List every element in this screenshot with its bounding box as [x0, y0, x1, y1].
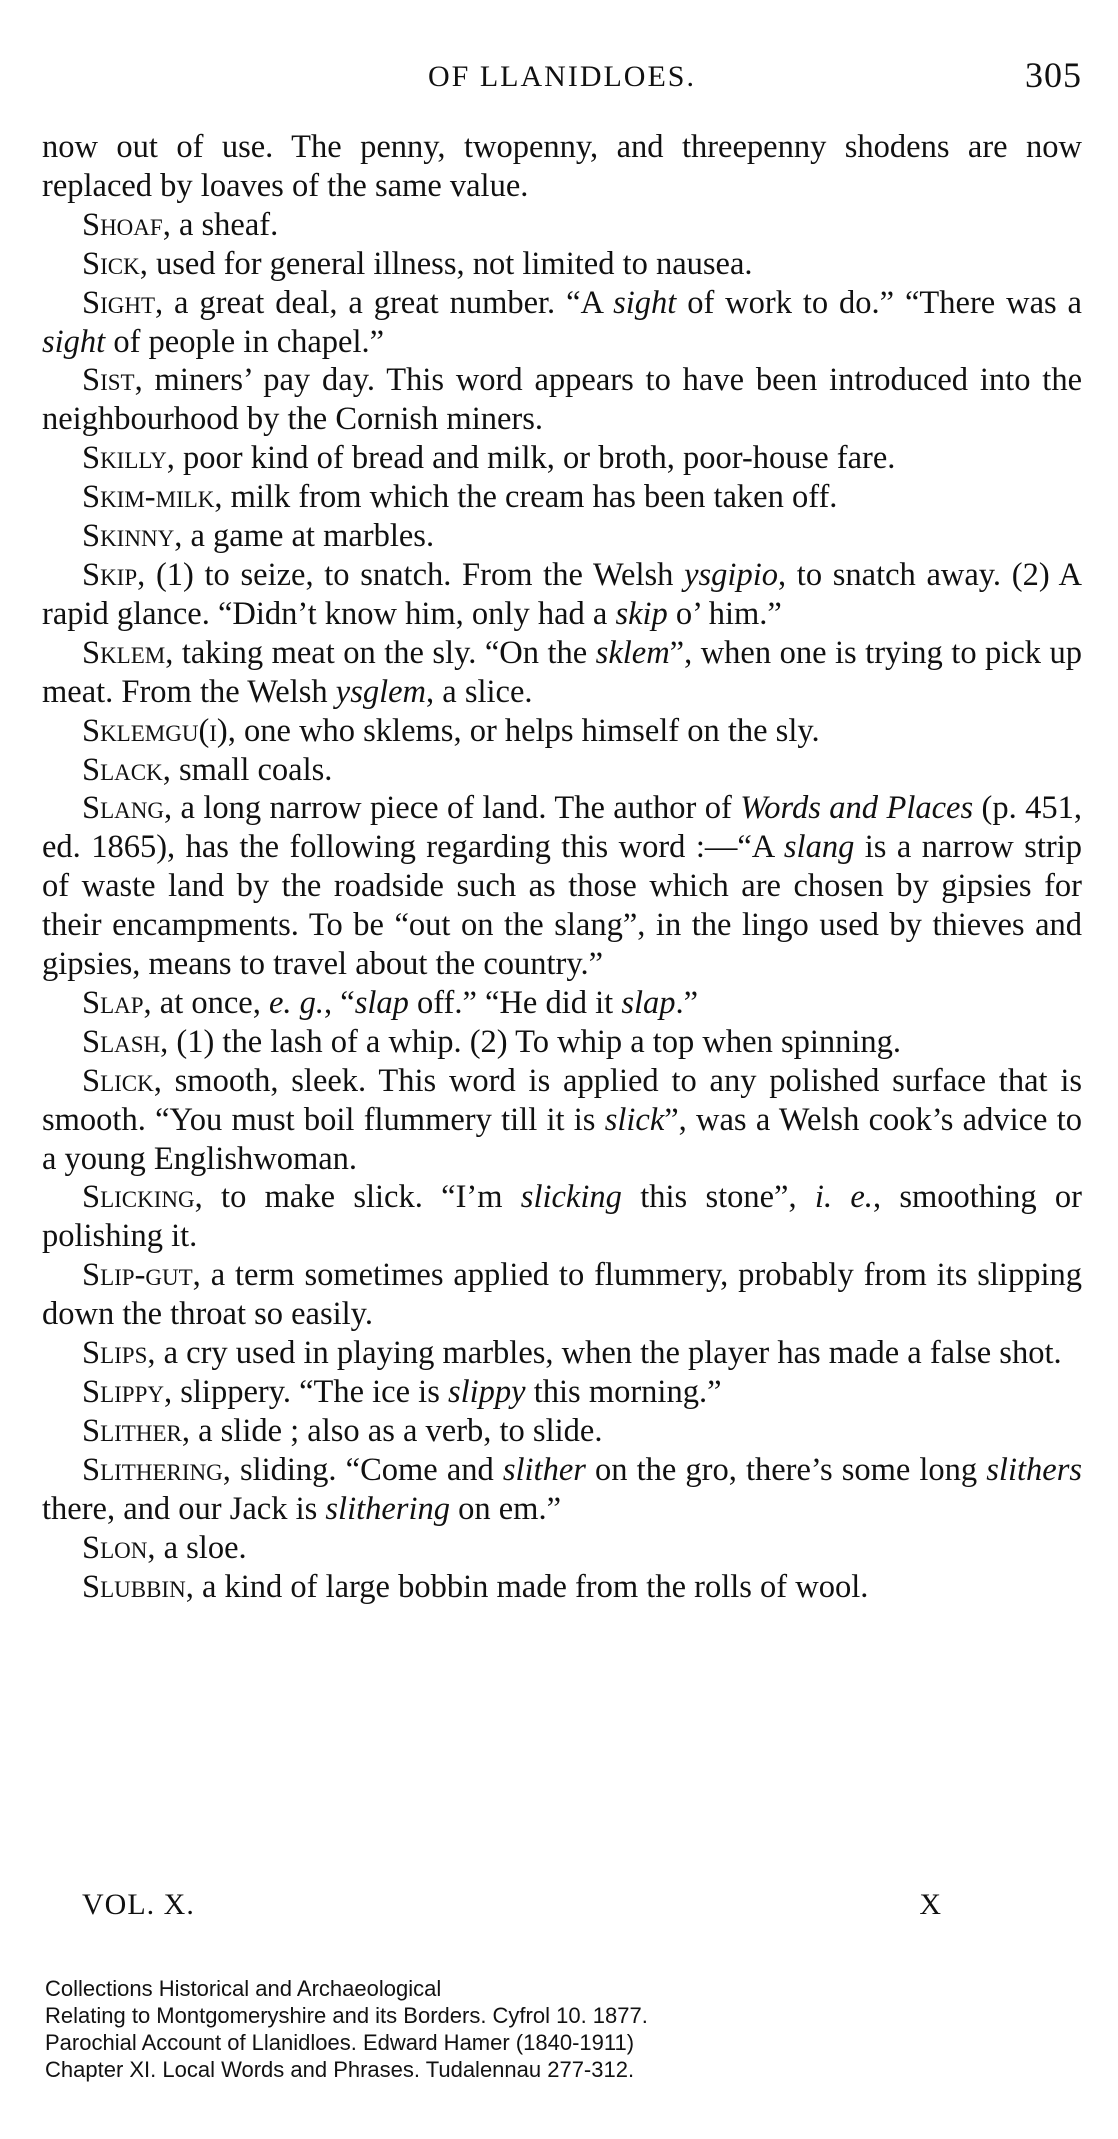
italic-word: slang: [783, 829, 855, 866]
glossary-entry: [42, 245, 1082, 284]
entry-text: is a narrow strip of waste land by the roadside such as those which are chosen by gipsies for their encampments. To be “out on the slang”, in the lingo used by thieves and gipsies, means to travel about the country.”: [42, 829, 1082, 983]
headword: Slang: [82, 790, 164, 827]
headword: Slubbin: [82, 1568, 186, 1605]
entry-text: , a game at marbles.: [174, 518, 435, 555]
entry-text: on em.”: [449, 1490, 561, 1527]
glossary-entry: [42, 634, 1082, 712]
italic-word: sight: [42, 323, 106, 360]
glossary-entry: [42, 1062, 1082, 1179]
glossary-entry: [42, 517, 1082, 556]
italic-word: ysgipio: [684, 556, 778, 593]
entry-text: , taking meat on the sly. “On the: [165, 634, 596, 671]
italic-word: slither: [502, 1451, 586, 1488]
headword: Slippy: [82, 1374, 164, 1410]
running-title: OF LLANIDLOES.: [428, 60, 696, 93]
entry-text: (p. 451, ed. 1865), has the following regarding this word :—“A: [42, 790, 1083, 866]
entry-text: , to snatch away. (2) A rapid glance. “Didn’t know him, only had a: [42, 556, 1083, 632]
entry-text: , a kind of large bobbin made from the rolls of wool.: [185, 1568, 869, 1605]
entry-text: , a slide ; also as a verb, to slide.: [181, 1412, 603, 1449]
entry-text: , small coals.: [162, 751, 333, 788]
entry-text: , at once,: [143, 984, 269, 1021]
entry-text: , smooth, sleek. This word is applied to any polished surface that is smooth. “You must boil flummery till it is: [42, 1062, 1082, 1138]
glossary-entry: [42, 1256, 1082, 1334]
entry-text: off.” “He did it: [408, 984, 622, 1021]
glossary-entry: [42, 1529, 1082, 1568]
entry-text: , (1) the lash of a whip. (2) To whip a top when spinning.: [160, 1023, 902, 1060]
headword: Slon: [82, 1529, 148, 1566]
source-caption: [45, 1975, 1045, 2083]
headword: Sist: [82, 362, 135, 399]
entry-text: , a sheaf.: [162, 206, 279, 243]
entry-text: , a slice.: [426, 673, 533, 710]
glossary-entry: [42, 984, 1082, 1023]
entry-text: there, and our Jack is: [42, 1490, 326, 1527]
headword: Skip: [82, 556, 138, 593]
glossary-entry: [42, 789, 1082, 984]
caption-line: Collections Historical and Archaeological: [45, 1976, 442, 2001]
entry-text: , a great deal, a great number. “A: [155, 284, 614, 321]
entry-text: ”, when one is trying to pick up meat. From the Welsh: [42, 634, 1083, 710]
continued-paragraph: [42, 128, 1082, 206]
glossary-entry: [42, 284, 1082, 362]
headword: Sick: [82, 245, 140, 282]
entry-text: of work to do.” “There was a: [676, 284, 1082, 321]
glossary-entry: [42, 1373, 1082, 1412]
glossary-entry: [42, 439, 1082, 478]
headword: Slack: [82, 751, 163, 788]
glossary-entry: [42, 1412, 1082, 1451]
entry-text: , a sloe.: [147, 1529, 247, 1566]
italic-word: ysglem: [335, 673, 427, 710]
headword: Slick: [82, 1062, 154, 1099]
entry-text: , smoothing or polishing it.: [42, 1179, 1082, 1255]
running-header: [42, 54, 1082, 104]
caption-line: Relating to Montgomeryshire and its Borders. Cyfrol 10. 1877.: [45, 2003, 648, 2028]
italic-word: slap: [354, 984, 409, 1021]
glossary-entry: [42, 1178, 1082, 1256]
headword: Slash: [82, 1023, 161, 1060]
headword: Slicking: [82, 1179, 195, 1216]
page-number: 305: [1025, 55, 1082, 95]
glossary-entry: [42, 1334, 1082, 1373]
entry-text: of people in chapel.”: [105, 323, 385, 360]
glossary-entry: [42, 1451, 1082, 1529]
headword: Slither: [82, 1412, 182, 1449]
entry-text: now out of use. The penny, twopenny, and threepenny shodens are now replaced by loaves of the same value.: [42, 129, 1082, 204]
entry-text: , a term sometimes applied to flummery, probably from its slipping down the throat so easily.: [42, 1257, 1082, 1333]
volume-label: VOL. X.: [82, 1888, 195, 1921]
headword: Sight: [82, 284, 156, 321]
italic-word: slap: [621, 984, 676, 1021]
caption-line: Parochial Account of Llanidloes. Edward Hamer (1840-1911): [45, 2030, 635, 2055]
italic-word: e. g.: [268, 984, 325, 1021]
entry-text: , used for general illness, not limited to nausea.: [139, 245, 753, 282]
entry-text: on the gro, there’s some long: [585, 1451, 987, 1488]
glossary-entry: [42, 751, 1082, 790]
glossary-entry: [42, 1023, 1082, 1062]
entry-text: , miners’ pay day. This word appears to have been introduced into the neighbourhood by the Cornish miners.: [42, 362, 1082, 438]
entry-text: this stone”,: [621, 1179, 815, 1216]
headword: Skim-milk: [82, 479, 215, 516]
italic-word: i. e.: [814, 1179, 873, 1216]
headword: Sklemgu(i): [82, 712, 228, 749]
headword: Shoaf: [82, 206, 163, 243]
entry-text: .”: [675, 984, 699, 1021]
entry-text: , milk from which the cream has been taken off.: [214, 479, 838, 516]
entry-text: , slippery. “The ice is: [163, 1374, 448, 1410]
italic-word: skip: [615, 595, 668, 632]
caption-line: Chapter XI. Local Words and Phrases. Tudalennau 277-312.: [45, 2057, 635, 2082]
glossary-entry: [42, 206, 1082, 245]
italic-word: sight: [613, 284, 677, 321]
glossary-entry: [42, 361, 1082, 439]
entry-text: , poor kind of bread and milk, or broth, poor-house fare.: [166, 440, 896, 477]
entry-text: , one who sklems, or helps himself on the sly.: [227, 712, 820, 749]
italic-word: slicking: [520, 1179, 622, 1216]
entry-text: , a cry used in playing marbles, when the player has made a false shot.: [147, 1335, 1062, 1372]
entry-text: , (1) to seize, to snatch. From the Welsh: [137, 556, 685, 593]
glossary-entry: [42, 1568, 1082, 1607]
glossary-entry: [42, 556, 1082, 634]
entry-text: , to make slick. “I’m: [194, 1179, 521, 1216]
entry-text: , a long narrow piece of land. The author of: [163, 790, 741, 827]
entry-text: ”, was a Welsh cook’s advice to a young Englishwoman.: [42, 1101, 1082, 1177]
headword: Slips: [82, 1335, 148, 1372]
entry-text: , “: [324, 984, 355, 1021]
italic-word: slippy: [447, 1374, 526, 1410]
italic-word: sklem: [595, 634, 670, 671]
entry-text: , sliding. “Come and: [222, 1451, 503, 1488]
page-footer: [82, 1888, 942, 1928]
glossary-text: [42, 128, 1082, 1606]
headword: Skinny: [82, 518, 175, 555]
entry-text: this morning.”: [525, 1374, 722, 1410]
headword: Slip-gut: [82, 1257, 193, 1294]
entry-text: o’ him.”: [667, 595, 782, 632]
headword: Slithering: [82, 1451, 223, 1488]
headword: Skilly: [82, 440, 167, 477]
glossary-entry: [42, 478, 1082, 517]
signature-mark: X: [919, 1888, 942, 1921]
headword: Slap: [82, 984, 144, 1021]
italic-word: slithers: [986, 1451, 1082, 1488]
italic-word: slithering: [325, 1490, 450, 1527]
glossary-entry: [42, 712, 1082, 751]
italic-word: Words and Places: [740, 790, 974, 827]
headword: Sklem: [82, 634, 166, 671]
italic-word: slick: [604, 1101, 665, 1138]
